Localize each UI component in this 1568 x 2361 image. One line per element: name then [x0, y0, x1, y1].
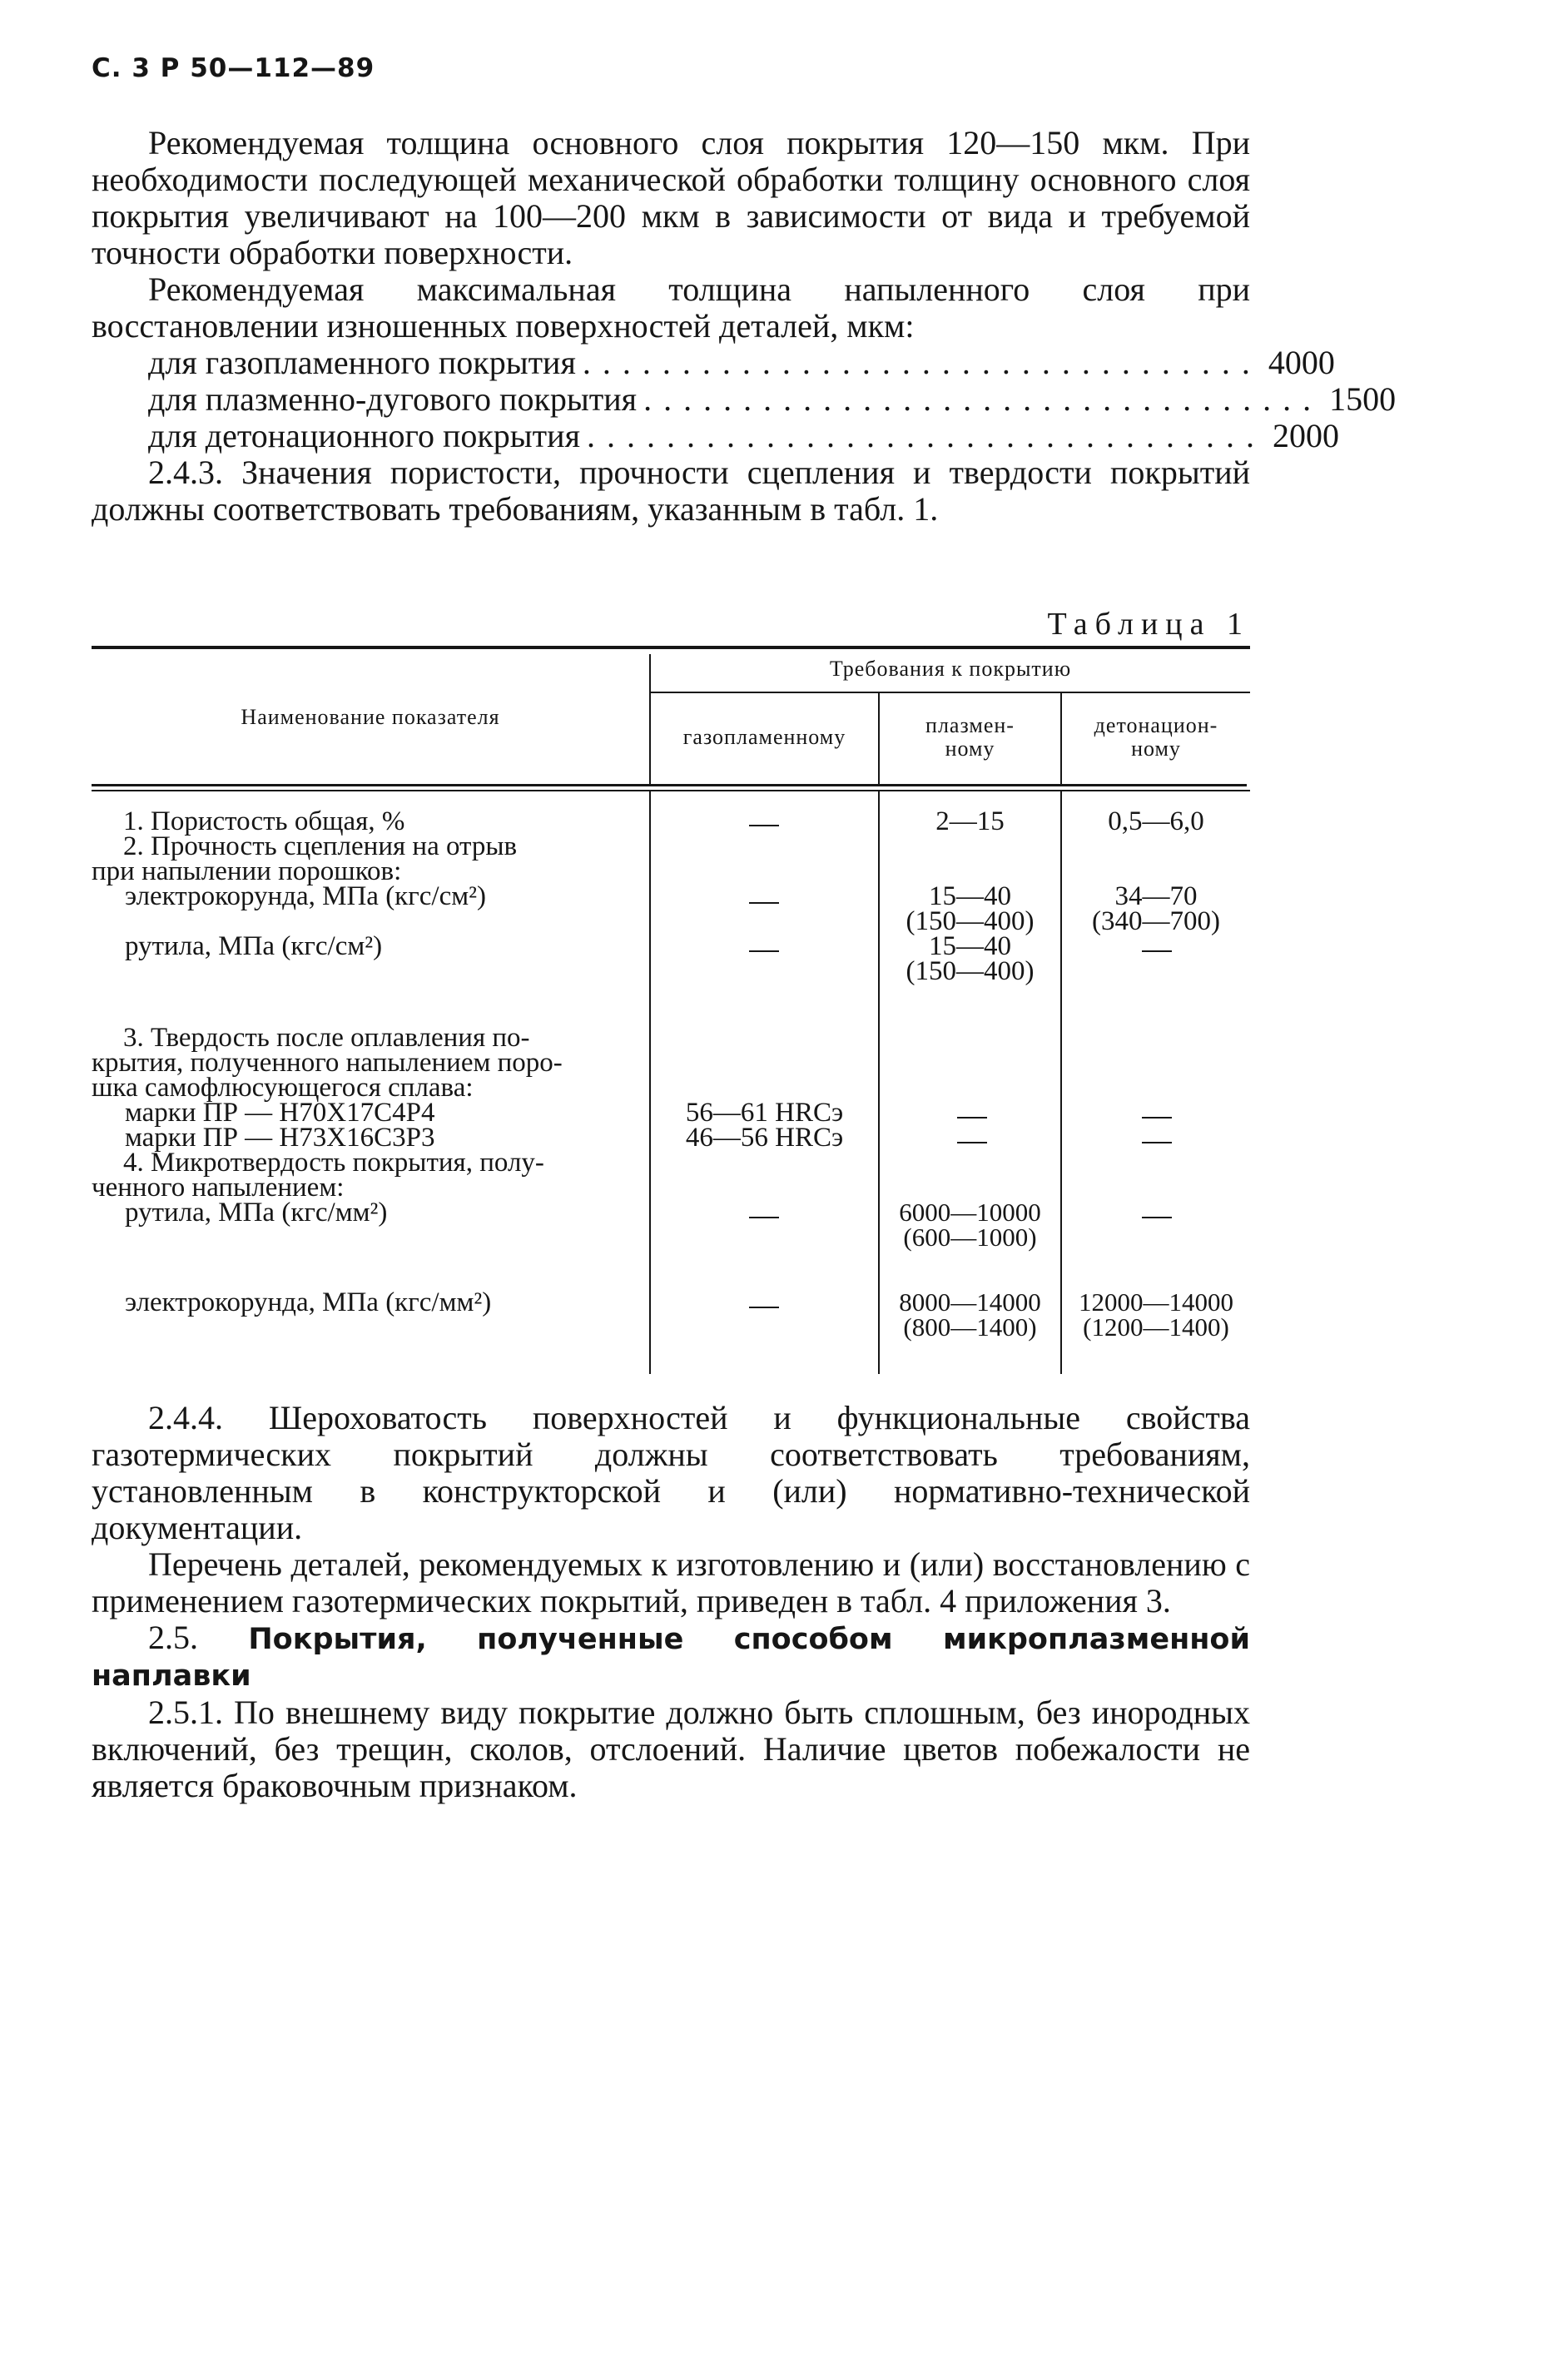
empty-dash [1142, 1142, 1172, 1143]
row-name: ченного напылением: [92, 1173, 345, 1203]
paragraph-2-4-4: 2.4.4. Шероховатость поверхностей и функциональные свойства газотермических покрытий должны соответствовать требованиям, установленным в конструкторской и (или) нормативно-технической документации. [92, 1399, 1250, 1546]
closing-text [92, 1400, 1250, 1804]
paragraph-parts-list: Перечень деталей, рекомендуемых к изготовлению и (или) восстановлению с применением газотермических покрытий, приведен в табл. 4 приложения 3. [92, 1545, 1250, 1619]
empty-dash [957, 1117, 987, 1118]
row-name: электрокорунда, МПа (кгс/см²) [125, 881, 486, 911]
list-item: для плазменно-дугового покрытия .................................. 1500 [148, 380, 1397, 418]
section-2-5-heading [92, 1619, 1250, 1694]
row-name: при напылении порошков: [92, 856, 402, 886]
empty-dash [749, 1217, 779, 1218]
list-item-label: для детонационного покрытия [148, 417, 580, 454]
row-name: электрокорунда, МПа (кгс/мм²) [125, 1287, 492, 1317]
table-header-name: Наименование показателя [241, 705, 500, 729]
page-header: С. 3 Р 50—112—89 [92, 53, 375, 83]
intro-text [92, 124, 1397, 528]
list-item-value: 1500 [1329, 380, 1397, 418]
cell-value: 56—61 HRCэ [685, 1098, 844, 1128]
section-title: Покрытия, полученные способом микроплазменной наплавки [92, 1623, 1250, 1693]
paragraph-2-5-1: 2.5.1. По внешнему виду покрытие должно быть сплошным, без инородных включений, без трещин, сколов, отслоений. Наличие цветов побежалости не является браковочным признаком. [92, 1694, 1250, 1804]
list-item: для газопламенного покрытия .................................. 4000 [148, 344, 1335, 381]
row-name: рутила, МПа (кгс/мм²) [125, 1198, 388, 1228]
table-col-rule [878, 791, 880, 1374]
table-header-group: Требования к покрытию [829, 657, 1072, 681]
empty-dash [1142, 1117, 1172, 1118]
cell-value: 0,5—6,0 [1108, 806, 1204, 836]
row-name: крытия, полученного напылением поро- [92, 1048, 563, 1078]
table-header-col-plasma: плазмен- ному [925, 713, 1015, 761]
cell-value: 15—40 (150—400) [906, 931, 1035, 986]
list-item-value: 2000 [1272, 417, 1339, 454]
table-top-rule [92, 646, 1250, 649]
row-name: 1. Пористость общая, % [123, 806, 405, 836]
table-col-rule [1060, 791, 1062, 1374]
row-name: 2. Прочность сцепления на отрыв [123, 831, 518, 861]
cell-value: 15—40 (150—400) [906, 881, 1035, 936]
list-item: для детонационного покрытия .................................. 2000 [148, 417, 1339, 454]
row-name: марки ПР — Н70Х17С4Р4 [125, 1098, 435, 1128]
paragraph-thickness: Рекомендуемая толщина основного слоя покрытия 120—150 мкм. При необходимости последующей механической обработки толщину основного слоя покрытия увеличивают на 100—200 мкм в зависимости от вида и требуемой точности обработки поверхности. [92, 124, 1250, 271]
table-header-rule-2 [92, 790, 1250, 791]
empty-dash [749, 1307, 779, 1308]
row-name: шка самофлюсующегося сплава: [92, 1073, 474, 1103]
paragraph-max-thickness: Рекомендуемая максимальная толщина напыленного слоя при восстановлении изношенных поверхностей деталей, мкм: [92, 270, 1250, 345]
empty-dash [749, 902, 779, 904]
empty-dash [749, 950, 779, 952]
cell-value: 8000—14000 (800—1400) [899, 1287, 1041, 1342]
list-item-label: для плазменно-дугового покрытия [148, 380, 638, 418]
cell-value: 12000—14000 (1200—1400) [1079, 1287, 1233, 1342]
list-item-value: 4000 [1268, 344, 1335, 381]
cell-value: 34—70 (340—700) [1092, 881, 1220, 936]
table-header-col-flame: газопламенному [682, 725, 846, 749]
paragraph-2-4-3: 2.4.3. Значения пористости, прочности сцепления и твердости покрытий должны соответствовать требованиям, указанным в табл. 1. [92, 454, 1250, 528]
empty-dash [1142, 1217, 1172, 1218]
cell-value: 2—15 [935, 806, 1005, 836]
empty-dash [957, 1142, 987, 1143]
table-caption: Таблица 1 [1047, 607, 1250, 642]
section-number: 2.5. [148, 1619, 198, 1656]
empty-dash [1142, 950, 1172, 952]
row-name: 3. Твердость после оплавления по- [123, 1023, 530, 1053]
list-item-label: для газопламенного покрытия [148, 344, 576, 381]
table-header-rule [92, 784, 1247, 786]
table-header-col-detonation: детонацион- ному [1094, 713, 1218, 761]
row-name: марки ПР — Н73Х16С3Р3 [125, 1123, 435, 1153]
cell-value: 6000—10000 (600—1000) [899, 1198, 1041, 1252]
row-name: рутила, МПа (кгс/см²) [125, 931, 383, 961]
table-group-rule [651, 692, 1250, 693]
row-name: 4. Микротвердость покрытия, полу- [123, 1148, 544, 1178]
requirements-table [92, 646, 1250, 1378]
table-col-rule [649, 791, 651, 1374]
cell-value: 46—56 HRCэ [685, 1123, 844, 1153]
empty-dash [749, 825, 779, 826]
